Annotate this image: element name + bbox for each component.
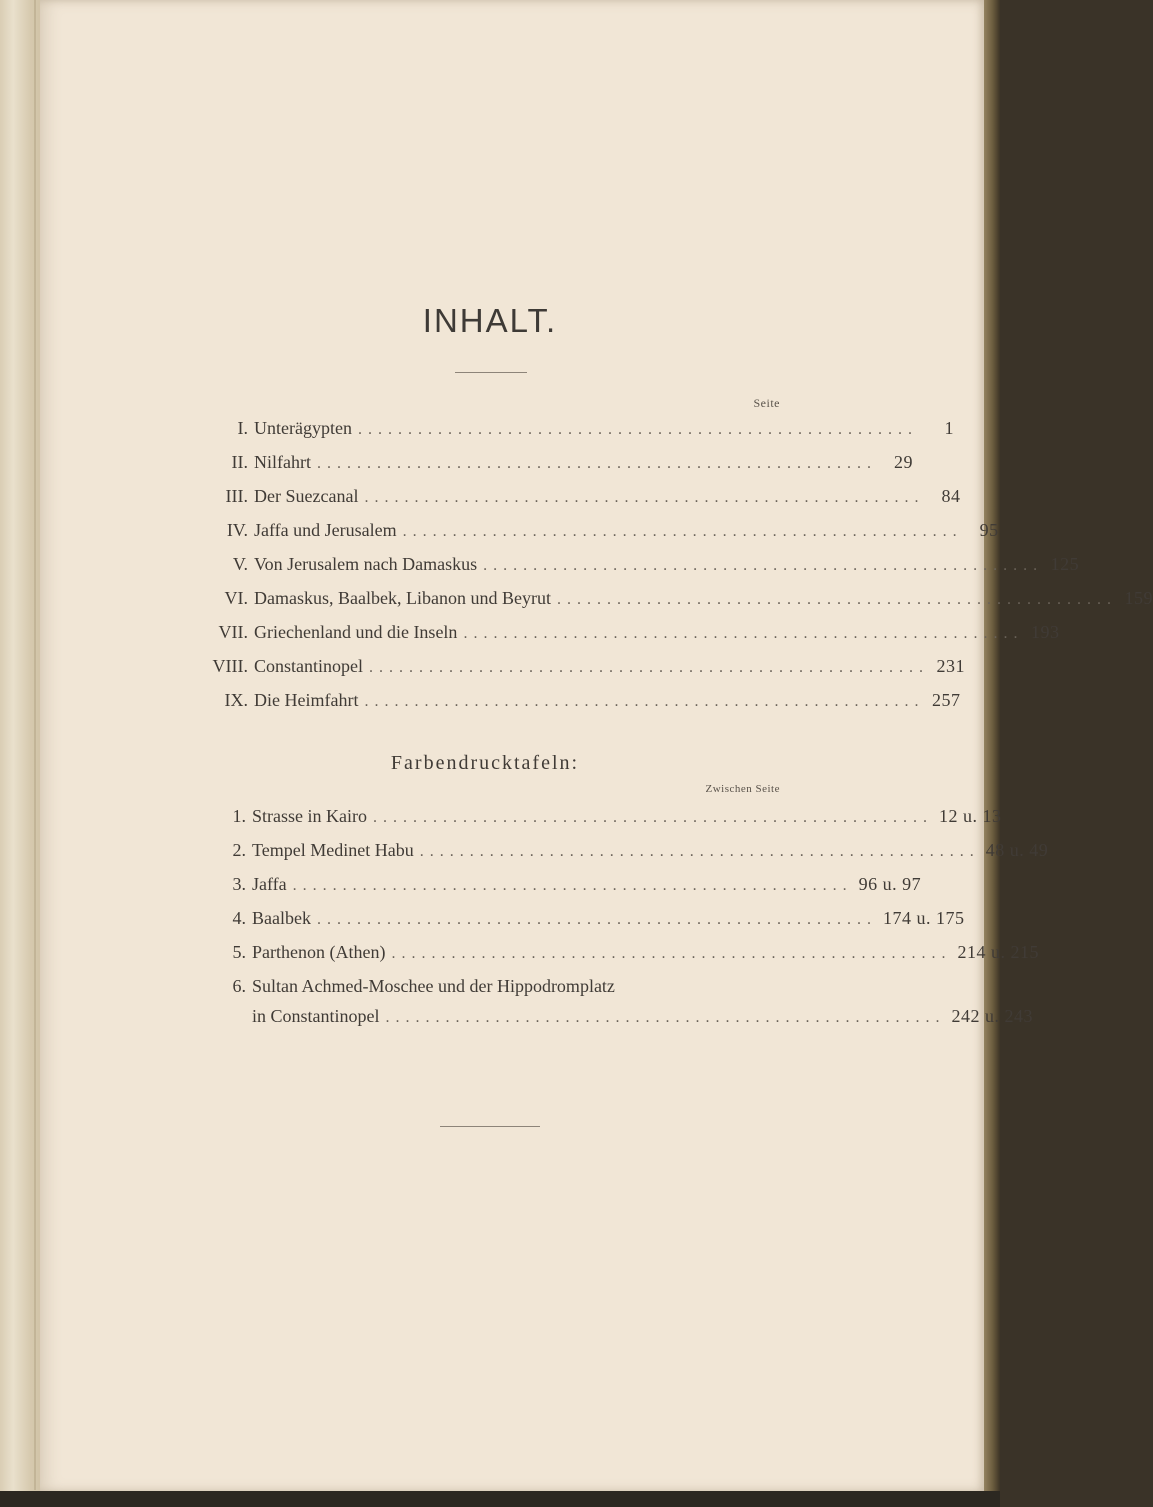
chapter-page: 257	[931, 690, 961, 710]
plate-title: Baalbek	[252, 908, 311, 928]
leader-dots: ........................................................	[364, 693, 925, 710]
toc-row	[180, 452, 913, 476]
chapter-number: IX.	[224, 690, 248, 710]
leader-dots: ........................................................	[364, 489, 925, 506]
page-title: INHALT.	[422, 302, 558, 339]
plate-row	[180, 840, 1049, 864]
plate-title: in Constantinopel	[252, 1006, 380, 1026]
chapter-page: 159	[1124, 588, 1153, 608]
toc-row	[180, 588, 1153, 612]
chapter-number: I.	[237, 418, 248, 438]
toc-row	[180, 656, 965, 680]
toc-row	[180, 690, 961, 714]
leader-dots: ........................................................	[391, 945, 952, 962]
leader-dots: ........................................................	[385, 1009, 946, 1026]
leader-dots: ........................................................	[292, 877, 853, 894]
chapter-page: 29	[893, 452, 913, 472]
chapter-number: II.	[231, 452, 248, 472]
plate-number: 4.	[232, 908, 246, 928]
leader-dots: ........................................................	[357, 421, 918, 438]
plate-number: 1.	[232, 806, 246, 826]
plates-column-label: Zwischen Seite	[705, 783, 780, 795]
chapter-title: Von Jerusalem nach Damaskus	[254, 554, 478, 574]
cover-edge	[982, 0, 1000, 1495]
plate-number: 3.	[232, 874, 246, 894]
plate-number: 5.	[232, 942, 246, 962]
chapter-number: IV.	[226, 520, 248, 540]
chapter-page: 231	[936, 656, 965, 676]
leader-dots: ........................................................	[419, 843, 980, 860]
leader-dots: ........................................................	[463, 625, 1024, 642]
leader-dots: ........................................................	[316, 911, 877, 928]
chapter-number: III.	[225, 486, 248, 506]
plate-title: Parthenon (Athen)	[252, 942, 386, 962]
plate-row	[180, 874, 922, 898]
chapter-number: VIII.	[212, 656, 248, 676]
chapter-page: 84	[941, 486, 961, 506]
plate-number: 6.	[232, 976, 246, 996]
chapter-title: Griechenland und die Inseln	[254, 622, 458, 642]
chapter-number: VI.	[224, 588, 248, 608]
toc-row	[180, 418, 954, 442]
plate-pages: 214 u. 215	[957, 942, 1039, 962]
plate-number: 2.	[232, 840, 246, 860]
plate-row	[180, 908, 965, 932]
toc-row	[180, 486, 961, 510]
chapter-title: Die Heimfahrt	[254, 690, 359, 710]
chapter-page: 193	[1030, 622, 1060, 642]
leader-dots: ........................................................	[369, 659, 929, 676]
plate-pages: 96 u. 97	[858, 874, 922, 894]
chapter-page: 95	[979, 520, 999, 540]
plate-pages: 174 u. 175	[882, 908, 965, 928]
toc-row	[180, 520, 999, 544]
plate-title: Jaffa	[252, 874, 287, 894]
chapter-title: Der Suezcanal	[254, 486, 359, 506]
chapter-page: 125	[1050, 554, 1080, 574]
chapter-title: Jaffa und Jerusalem	[254, 520, 397, 540]
toc-row	[180, 554, 1080, 578]
chapter-page: 1	[944, 418, 954, 438]
plates-heading: Farbendrucktafeln:	[390, 752, 580, 774]
leader-dots: ........................................................	[402, 523, 963, 540]
toc-row	[180, 622, 1060, 646]
spine-fold	[34, 0, 36, 1490]
title-divider	[455, 372, 527, 373]
plate-row	[180, 976, 780, 1000]
plate-title: Sultan Achmed-Moschee und der Hippodromplatz	[252, 976, 615, 996]
leader-dots: ........................................................	[372, 809, 933, 826]
chapter-title: Nilfahrt	[254, 452, 311, 472]
chapter-number: V.	[232, 554, 248, 574]
plate-title: Strasse in Kairo	[252, 806, 367, 826]
leader-dots: ........................................................	[483, 557, 1044, 574]
plate-row-continued	[180, 1006, 1033, 1030]
book-page	[40, 0, 984, 1492]
plate-pages: 12 u. 13	[938, 806, 1002, 826]
chapter-title: Damaskus, Baalbek, Libanon und Beyrut	[254, 588, 551, 608]
book-spine	[0, 0, 44, 1495]
leader-dots: ........................................................	[556, 591, 1117, 608]
bottom-edge	[0, 1491, 1000, 1507]
contents-column-label: Seite	[753, 396, 780, 410]
chapter-title: Unterägypten	[254, 418, 352, 438]
plate-row	[180, 942, 1039, 966]
chapter-number: VII.	[218, 622, 248, 642]
end-divider	[440, 1126, 540, 1127]
plate-row	[180, 806, 1002, 830]
plate-pages: 242 u. 243	[951, 1006, 1033, 1026]
leader-dots: ........................................................	[316, 455, 877, 472]
chapter-title: Constantinopel	[254, 656, 363, 676]
plate-pages: 48 u. 49	[985, 840, 1049, 860]
plate-title: Tempel Medinet Habu	[252, 840, 414, 860]
